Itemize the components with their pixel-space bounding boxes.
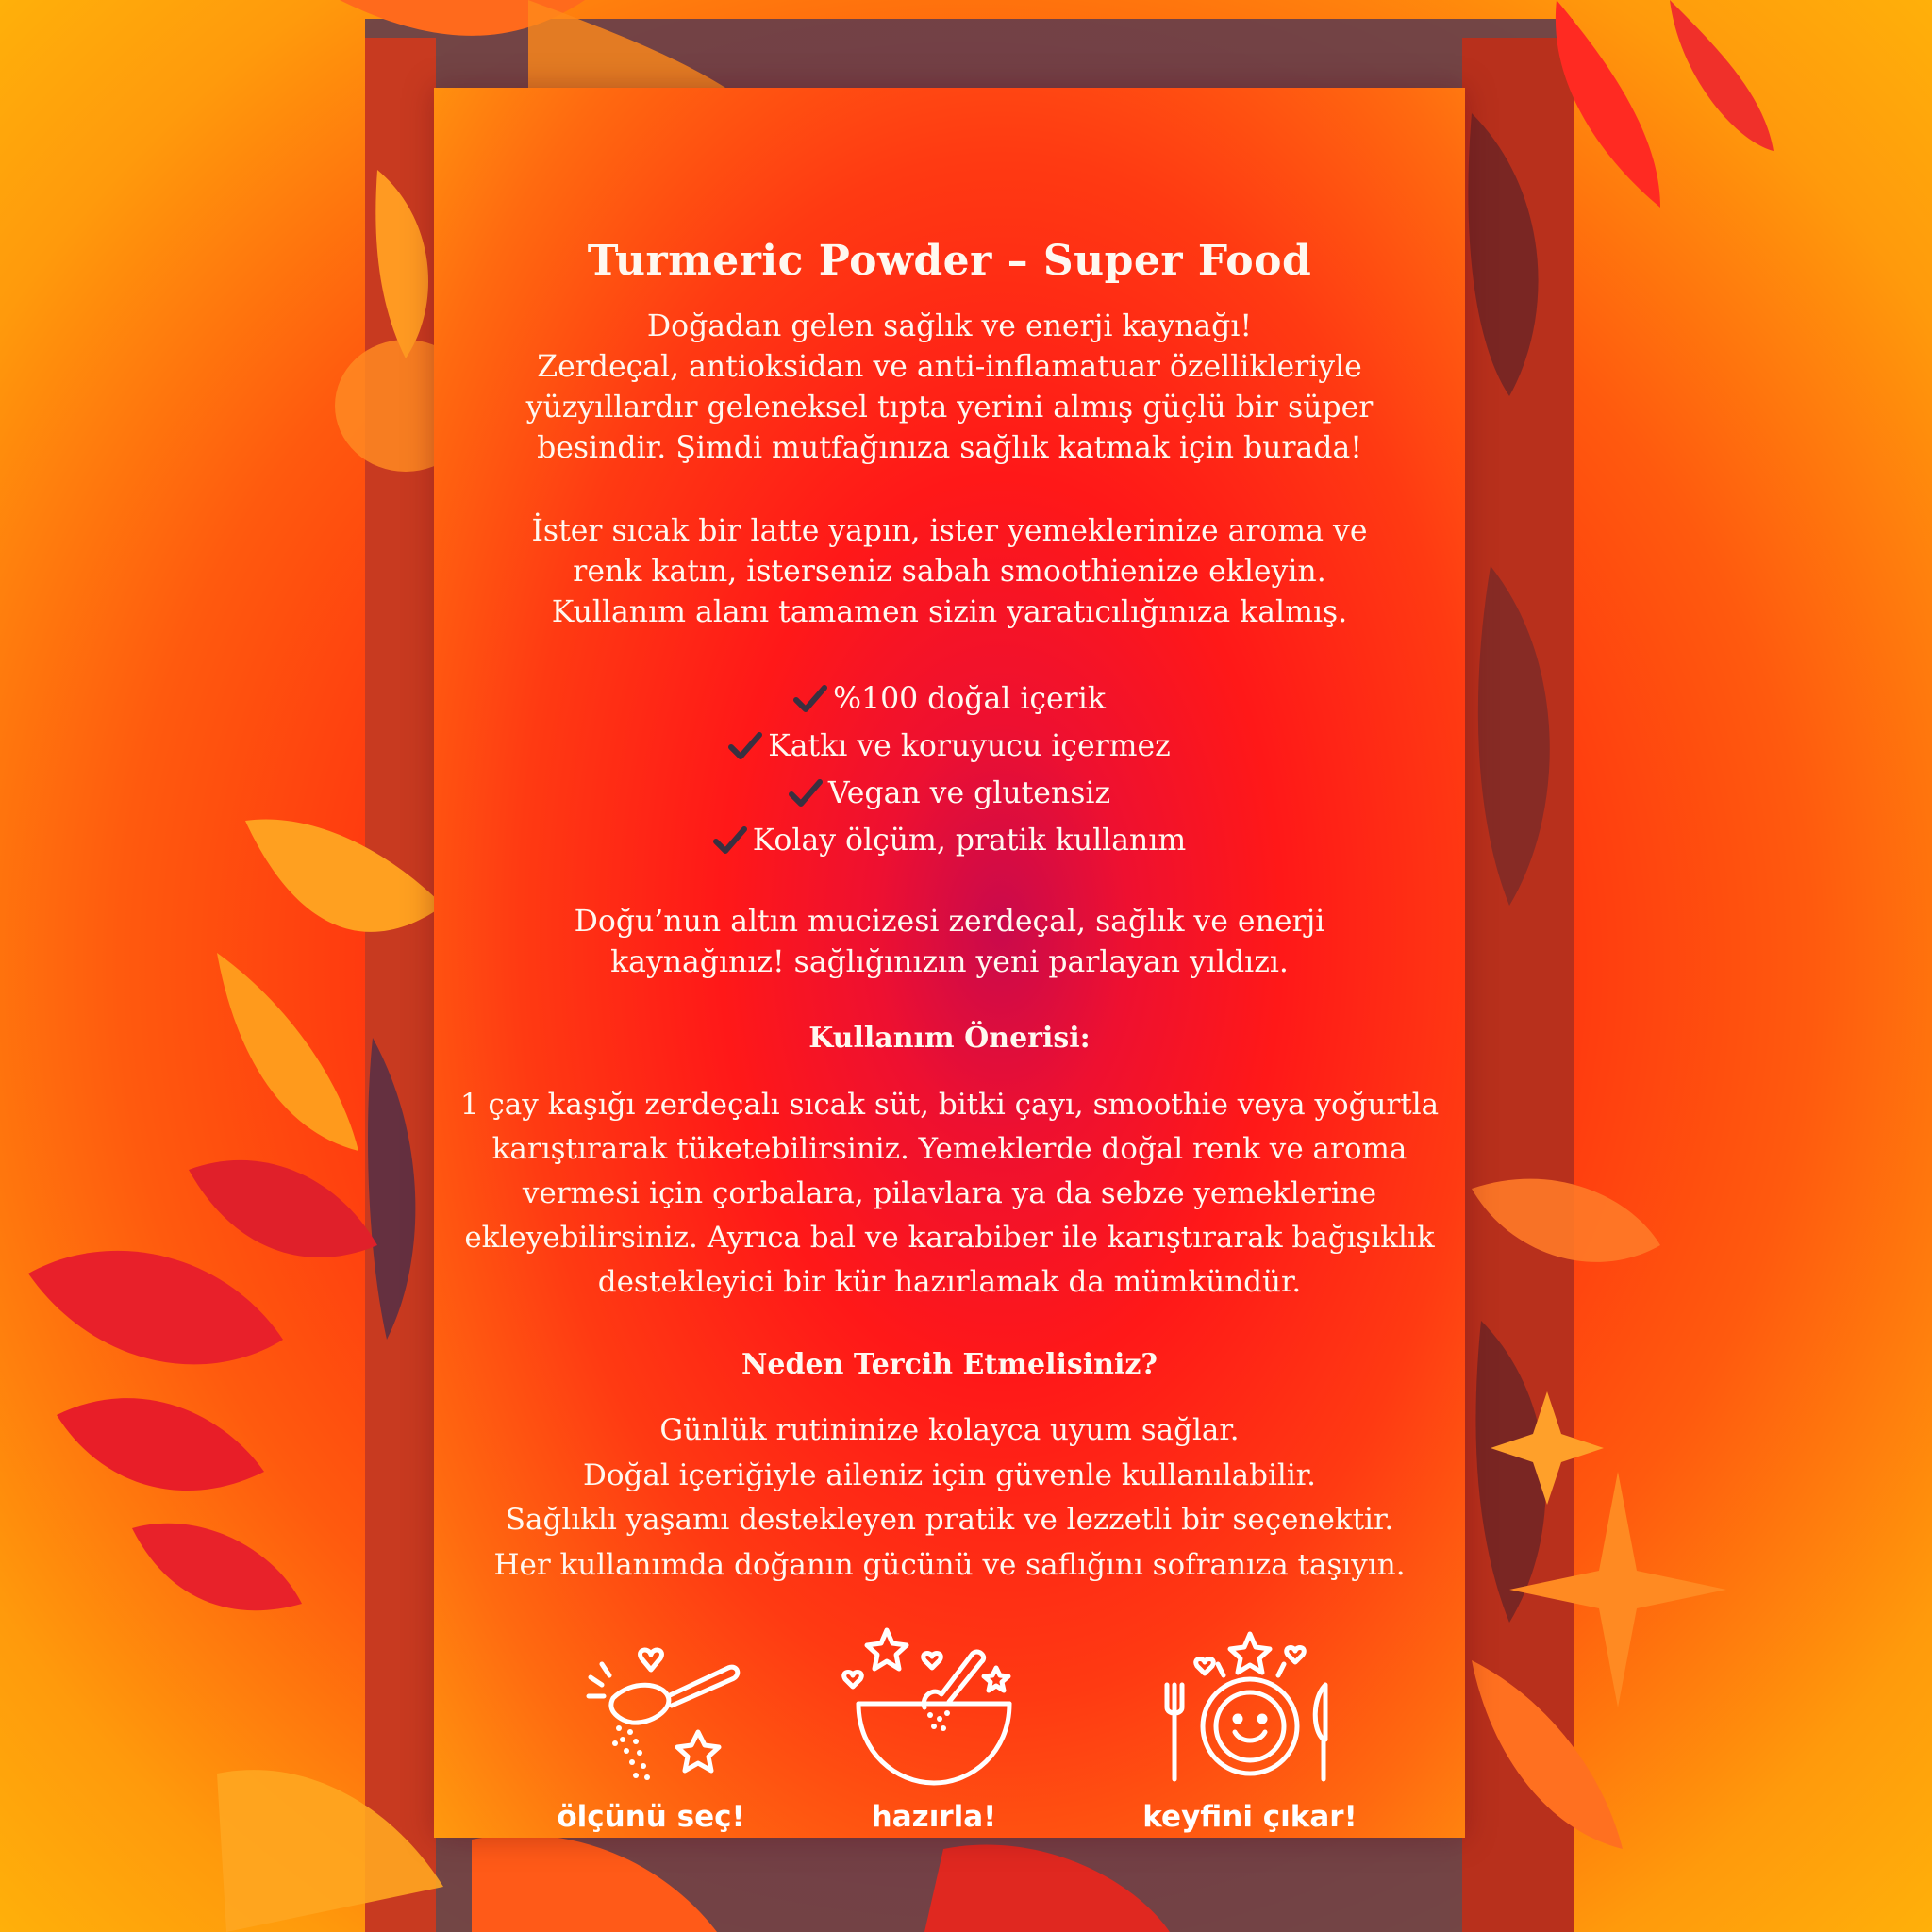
usage-line: destekleyici bir kür hazırlamak da mümkündür. <box>597 1265 1302 1299</box>
leaf-shape <box>217 953 358 1151</box>
feature-item <box>434 770 1465 817</box>
why-heading: Neden Tercih Etmelisiniz? <box>741 1348 1158 1381</box>
usage-line: vermesi için çorbalara, pilavlara ya da sebze yemeklerine <box>522 1176 1377 1210</box>
usage-area-paragraph <box>434 511 1465 633</box>
feature-item <box>434 675 1465 723</box>
step-measure <box>528 1621 774 1834</box>
intro-line: yüzyıllardır geleneksel tıpta yerini almış güçlü bir süper <box>525 391 1374 425</box>
spoon-powder-icon <box>557 1621 745 1790</box>
feature-label: Vegan ve glutensiz <box>827 776 1111 810</box>
steps-row <box>434 1621 1465 1847</box>
intro-line: Doğadan gelen sağlık ve enerji kaynağı! <box>646 309 1253 343</box>
usage-line: karıştırarak tüketebilirsiniz. Yemeklerde doğal renk ve aroma <box>491 1132 1407 1166</box>
product-info-card <box>434 88 1465 1838</box>
leaf-shape <box>132 1524 302 1610</box>
checkmark-icon <box>793 684 827 714</box>
usage-line: 1 çay kaşığı zerdeçalı sıcak süt, bitki çayı, smoothie veya yoğurtla <box>459 1088 1440 1122</box>
intro-paragraph <box>434 307 1465 469</box>
intro-line: Zerdeçal, antioksidan ve anti-inflamatuar özellikleriyle <box>537 350 1362 384</box>
leaf-shape <box>1670 0 1774 151</box>
checkmark-icon <box>789 778 823 808</box>
checkmark-icon <box>728 731 762 761</box>
mixing-bowl-icon <box>830 1621 1038 1790</box>
why-line: Her kullanımda doğanın gücünü ve saflığını sofranıza taşıyın. <box>493 1547 1406 1582</box>
why-line: Günlük rutininize kolayca uyum sağlar. <box>659 1413 1240 1447</box>
feature-label: Katkı ve koruyucu içermez <box>768 729 1171 763</box>
feature-item <box>434 723 1465 770</box>
usage-paragraph <box>434 1083 1465 1305</box>
leaf-shape <box>28 1251 283 1364</box>
why-line: Doğal içeriğiyle aileniz için güvenle kullanılabilir. <box>582 1457 1317 1492</box>
checkmark-icon <box>713 825 747 856</box>
usage-line: ekleyebilirsiniz. Ayrıca bal ve karabiber ile karıştırarak bağışıklık <box>464 1221 1435 1255</box>
plate-smile-icon <box>1146 1621 1354 1790</box>
step-label: keyfini çıkar! <box>1142 1800 1357 1834</box>
why-line: Sağlıklı yaşamı destekleyen pratik ve lezzetli bir seçenektir. <box>505 1503 1394 1537</box>
feature-label: Kolay ölçüm, pratik kullanım <box>752 824 1187 858</box>
usage-area-line: renk katın, isterseniz sabah smoothienize ekleyin. <box>573 555 1326 589</box>
why-paragraph <box>434 1408 1465 1588</box>
usage-area-line: Kullanım alanı tamamen sizin yaratıcılığınıza kalmış. <box>551 595 1348 629</box>
product-title: Turmeric Powder – Super Food <box>587 237 1312 285</box>
step-enjoy <box>1127 1621 1373 1834</box>
step-prepare <box>811 1621 1057 1834</box>
leaf-shape <box>189 1160 377 1257</box>
leaf-shape <box>57 1398 264 1491</box>
step-label: ölçünü seç! <box>557 1800 745 1834</box>
feature-label: %100 doğal içerik <box>833 682 1106 716</box>
tagline-paragraph <box>434 902 1465 983</box>
tagline-line: kaynağınız! sağlığınızın yeni parlayan yıldızı. <box>610 945 1289 979</box>
step-label: hazırla! <box>871 1800 997 1834</box>
feature-checklist <box>434 675 1465 864</box>
intro-line: besindir. Şimdi mutfağınıza sağlık katmak için burada! <box>537 431 1362 465</box>
tagline-line: Doğu’nun altın mucizesi zerdeçal, sağlık ve enerji <box>574 905 1325 939</box>
feature-item <box>434 817 1465 864</box>
usage-area-line: İster sıcak bir latte yapın, ister yemeklerinize aroma ve <box>531 514 1368 548</box>
usage-heading: Kullanım Önerisi: <box>808 1022 1091 1055</box>
